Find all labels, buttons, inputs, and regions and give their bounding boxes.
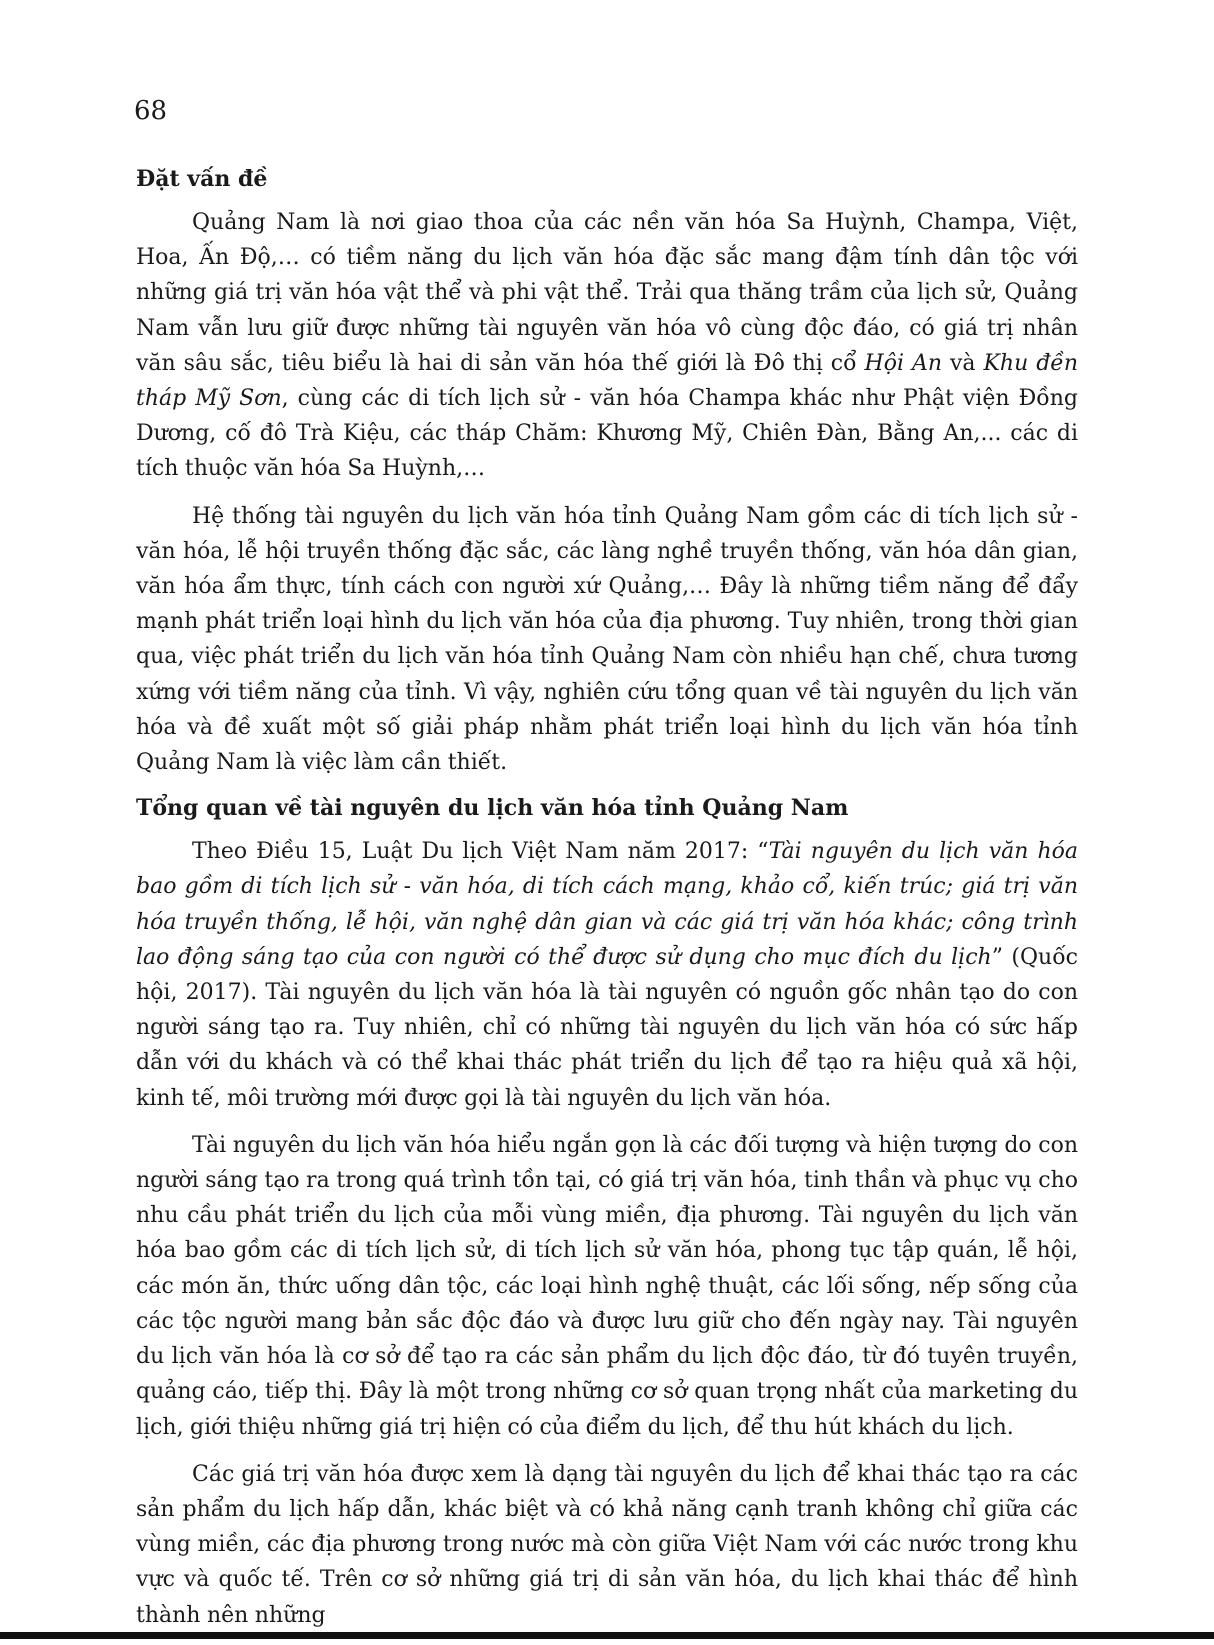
page-number: 68 [134,96,168,126]
text-run: ” (Quốc hội, 2017). Tài nguyên du lịch văn hóa là tài nguyên có nguồn gốc nhân tạo do con người sáng tạo ra. Tuy nhiên, chỉ có những tài nguyên du lịch văn hóa có sức hấp dẫn với du khách và có thể khai thác phát triển du lịch để tạo ra hiệu quả xã hội, kinh tế, môi trường mới được gọi là tài nguyên du lịch văn hóa. [136,944,1078,1111]
paragraph-intro-2: Hệ thống tài nguyên du lịch văn hóa tỉnh Quảng Nam gồm các di tích lịch sử - văn hóa, lễ hội truyền thống đặc sắc, các làng nghề truyền thống, văn hóa dân gian, văn hóa ẩm thực, tính cách con người xứ Quảng,… Đây là những tiềm năng để đẩy mạnh phát triển loại hình du lịch văn hóa của địa phương. Tuy nhiên, trong thời gian qua, việc phát triển du lịch văn hóa tỉnh Quảng Nam còn nhiều hạn chế, chưa tương xứng với tiềm năng của tỉnh. Vì vậy, nghiên cứu tổng quan về tài nguyên du lịch văn hóa và đề xuất một số giải pháp nhằm phát triển loại hình du lịch văn hóa tỉnh Quảng Nam là việc làm cần thiết. [136,503,1078,776]
section-heading-introduction: Đặt vấn đề [136,166,268,192]
text-run: , cùng các di tích lịch sử - văn hóa Champa khác như Phật viện Đồng Dương, cố đô Trà Kiệu, các tháp Chăm: Khương Mỹ, Chiên Đàn, Bằng An,... các di tích thuộc văn hóa Sa Huỳnh,… [136,386,1078,482]
paragraph-overview-1 [136,834,1078,1116]
text-run: Theo Điều 15, Luật Du lịch Việt Nam năm 2017: “ [192,839,769,865]
italic-quote-law: Tài nguyên du lịch văn hóa bao gồm di tích lịch sử - văn hóa, di tích cách mạng, khảo cổ, kiến trúc; giá trị văn hóa truyền thống, lễ hội, văn nghệ dân gian và các giá trị văn hóa khác; công trình lao động sáng tạo của con người có thể được sử dụng cho mục đích du lịch [136,839,1078,970]
text-run: và [942,350,984,376]
section-heading-overview: Tổng quan về tài nguyên du lịch văn hóa tỉnh Quảng Nam [136,795,849,822]
text-run: Quảng Nam là nơi giao thoa của các nền văn hóa Sa Huỳnh, Champa, Việt, Hoa, Ấn Độ,… có tiềm năng du lịch văn hóa đặc sắc mang đậm tính dân tộc với những giá trị văn hóa vật thể và phi vật thể. Trải qua thăng trầm của lịch sử, Quảng Nam vẫn lưu giữ được những tài nguyên văn hóa vô cùng độc đáo, có giá trị nhân văn sâu sắc, tiêu biểu là hai di sản văn hóa thế giới là Đô thị cổ [136,210,1078,376]
italic-term-my-son: Khu đền tháp Mỹ Sơn [136,350,1078,412]
page-content [136,165,1078,1645]
paragraph-overview-2: Tài nguyên du lịch văn hóa hiểu ngắn gọn là các đối tượng và hiện tượng do con người sáng tạo ra trong quá trình tồn tại, có giá trị văn hóa, tinh thần và phục vụ cho nhu cầu phát triển du lịch của mỗi vùng miền, địa phương. Tài nguyên du lịch văn hóa bao gồm các di tích lịch sử, di tích lịch sử văn hóa, phong tục tập quán, lễ hội, các món ăn, thức uống dân tộc, các loại hình nghệ thuật, các lối sống, nếp sống của các tộc người mang bản sắc độc đáo và được lưu giữ cho đến ngày nay. Tài nguyên du lịch văn hóa là cơ sở để tạo ra các sản phẩm du lịch độc đáo, từ đó tuyên truyền, quảng cáo, tiếp thị. Đây là một trong những cơ sở quan trọng nhất của marketing du lịch, giới thiệu những giá trị hiện có của điểm du lịch, để thu hút khách du lịch. [136,1132,1078,1440]
italic-term-hoi-an: Hội An [864,350,942,376]
bottom-border [0,1632,1214,1639]
paragraph-overview-3: Các giá trị văn hóa được xem là dạng tài nguyên du lịch để khai thác tạo ra các sản phẩm du lịch hấp dẫn, khác biệt và có khả năng cạnh tranh không chỉ giữa các vùng miền, các địa phương trong nước mà còn giữa Việt Nam với các nước trong khu vực và quốc tế. Trên cơ sở những giá trị di sản văn hóa, du lịch khai thác để hình thành nên những [136,1461,1078,1628]
paragraph-intro-1 [136,205,1078,487]
